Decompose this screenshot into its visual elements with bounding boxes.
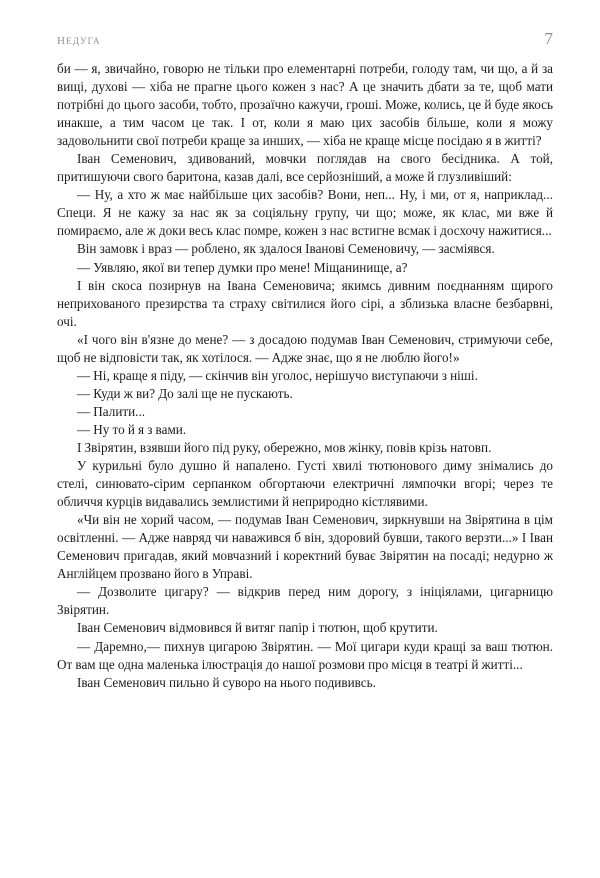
running-header — [57, 30, 553, 52]
paragraph: — Куди ж ви? До залі ще не пускають. — [77, 385, 293, 401]
paragraph: У курильні було душно й напалено. Густі хвилі тютюнового диму знімались до стелі, синювато-сірим серпанком обгортаючи електричні лямпочки вгорі; через те обличчя курців видавались землистими й неприродно кістлявими. — [57, 458, 553, 510]
body-text — [57, 60, 553, 692]
paragraph: Він замовк і враз — роблено, як здалося Іванові Семеновичу, — засміявся. — [77, 241, 495, 257]
paragraph: — Ну, а хто ж має найбільше цих засобів? Вони, неп... Ну, і ми, от я, наприклад... Специ. Я не кажу за нас як за соціяльну групу, чи що; може, як клас, ми вже й помираємо, але ж доки весь клас помре, кожен з нас встигне всмак і досхочу нажитися... — [57, 187, 553, 239]
page-number: 7 — [544, 29, 553, 48]
paragraph: — Уявляю, якої ви тепер думки про мене! Міщанинище, а? — [77, 259, 408, 275]
paragraph: — Даремно,— пихнув цигарою Звірятин. — Мої цигари куди кращі за ваш тютюн. От вам ще одна маленька ілюстрація до нашої розмови про місця в театрі й житті... — [57, 638, 553, 672]
paragraph: — Палити... — [77, 403, 146, 419]
paragraph: «Чи він не хорий часом, — подумав Іван Семенович, зиркнувши на Звірятина в цім освітленні. — Адже навряд чи наважився б він, здоровий бувши, такого верзти...» І Іван Семенович пригадав, який мовчазний і коректний буває Звірятин на посаді; недурно ж Англійцем прозвано його в Управі. — [57, 512, 553, 582]
paragraph: І Звірятин, взявши його під руку, обережно, мов жінку, повів крізь натовп. — [77, 439, 492, 455]
paragraph: би — я, звичайно, говорю не тільки про елементарні потреби, голоду там, чи що, а й за вищі, духові — хіба не прагне цього кожен з нас? А це значить дбати за те, щоб мати потрібні до цього засоби, тобто, прозаїчно кажучи, гроші. Може, колись, це й буде якось инакше, а тим часом це так. І от, коли я маю цих засобів більше, коли я можу задовольнити свої потреби краще за инших, — хіба не краще місце посідаю я в житті? — [57, 61, 553, 149]
paragraph: — Ні, краще я піду, — скінчив він уголос, нерішучо виступаючи з ніші. — [77, 367, 478, 383]
paragraph: Іван Семенович, здивований, мовчки поглядав на свого бесідника. А той, притишуючи свого баритона, казав далі, все серйозніший, а може й глузливіший: — [57, 151, 553, 185]
book-title: недуга — [57, 31, 101, 48]
paragraph: «І чого він в'язне до мене? — з досадою подумав Іван Семенович, стримуючи себе, щоб не відповісти так, як хотілося. — Адже знає, що я не люблю його!» — [57, 331, 553, 365]
paragraph: — Дозволите цигару? — відкрив перед ним дорогу, з ініціялами, цигарницю Звірятин. — [57, 584, 553, 618]
paragraph: Іван Семенович пильно й суворо на нього подививсь. — [77, 674, 376, 690]
paragraph: Іван Семенович відмовився й витяг папір і тютюн, щоб крутити. — [77, 620, 438, 636]
paragraph: І він скоса позирнув на Івана Семеновича; якимсь дивним поєднанням щирого неприхованого презирства та страху світилися його сірі, а зблизька власне безбарвні, очі. — [57, 277, 553, 329]
paragraph: — Ну то й я з вами. — [77, 421, 187, 437]
